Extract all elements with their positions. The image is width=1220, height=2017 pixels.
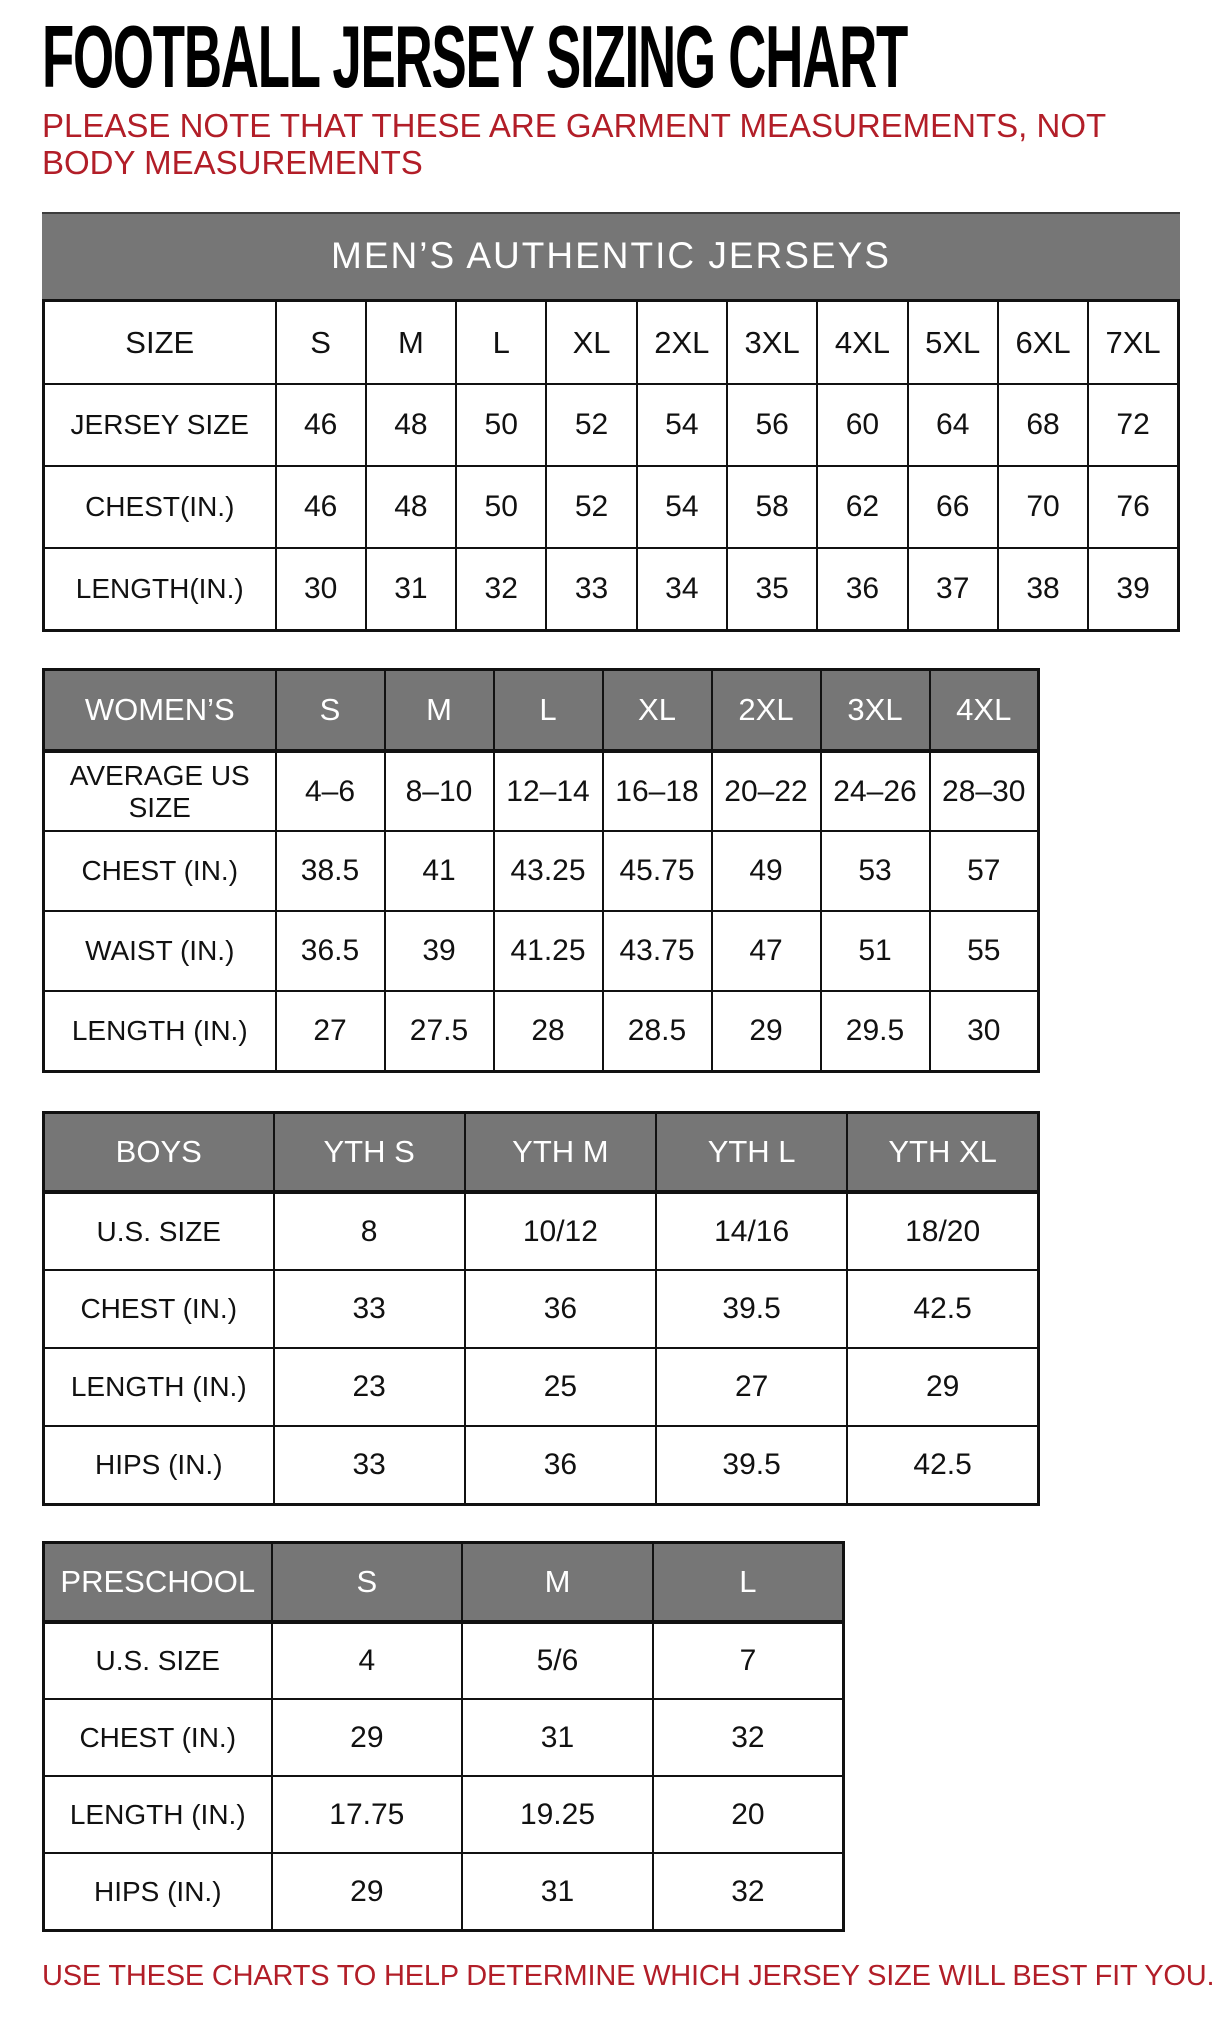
row-label: WAIST (IN.)	[44, 911, 276, 991]
row-label: CHEST(IN.)	[44, 466, 276, 548]
column-header: 2XL	[712, 669, 821, 751]
table-cell: 28	[494, 991, 603, 1071]
table-row	[44, 1270, 1039, 1348]
table-cell: 29	[272, 1853, 463, 1930]
table-cell: 19.25	[462, 1776, 653, 1853]
table-cell: 14/16	[656, 1192, 847, 1270]
table-cell: 17.75	[272, 1776, 463, 1853]
row-label: U.S. SIZE	[44, 1622, 272, 1699]
table-cell: 30	[276, 548, 366, 630]
table-cell: 45.75	[603, 831, 712, 911]
row-label: LENGTH (IN.)	[44, 1348, 274, 1426]
table-cell: 33	[274, 1270, 465, 1348]
table-row	[44, 1426, 1039, 1504]
table-cell: 25	[465, 1348, 656, 1426]
boys-table-section	[42, 1111, 1220, 1506]
table-cell: 68	[998, 384, 1088, 466]
table-cell: 31	[366, 548, 456, 630]
table-cell: 31	[462, 1853, 653, 1930]
table-cell: 38	[998, 548, 1088, 630]
column-header: 2XL	[637, 300, 727, 384]
table-row	[44, 548, 1179, 630]
table-cell: 37	[908, 548, 998, 630]
table-cell: 54	[637, 466, 727, 548]
table-cell: 52	[546, 466, 636, 548]
preschool-header-row	[44, 1542, 844, 1622]
column-header: 4XL	[930, 669, 1039, 751]
table-cell: 12–14	[494, 751, 603, 831]
boys-sizing-table	[42, 1111, 1040, 1506]
table-cell: 27.5	[385, 991, 494, 1071]
table-cell: 51	[821, 911, 930, 991]
column-header: YTH M	[465, 1112, 656, 1192]
table-cell: 49	[712, 831, 821, 911]
column-header: 7XL	[1088, 300, 1178, 384]
table-row	[44, 751, 1039, 831]
table-cell: 60	[817, 384, 907, 466]
table-row	[44, 1348, 1039, 1426]
boys-header-row	[44, 1112, 1039, 1192]
table-cell: 33	[546, 548, 636, 630]
column-header: L	[494, 669, 603, 751]
row-label: LENGTH (IN.)	[44, 991, 276, 1071]
table-cell: 42.5	[847, 1426, 1038, 1504]
row-label: JERSEY SIZE	[44, 384, 276, 466]
column-header: YTH L	[656, 1112, 847, 1192]
column-header: 4XL	[817, 300, 907, 384]
table-cell: 48	[366, 466, 456, 548]
table-cell: 32	[653, 1853, 844, 1930]
column-header: M	[385, 669, 494, 751]
table-cell: 38.5	[276, 831, 385, 911]
column-header: WOMEN’S	[44, 669, 276, 751]
mens-header-row	[44, 300, 1179, 384]
column-header: PRESCHOOL	[44, 1542, 272, 1622]
table-cell: 23	[274, 1348, 465, 1426]
table-cell: 34	[637, 548, 727, 630]
column-header: YTH S	[274, 1112, 465, 1192]
table-cell: 7	[653, 1622, 844, 1699]
mens-table-section	[42, 212, 1220, 632]
table-cell: 4–6	[276, 751, 385, 831]
table-cell: 27	[656, 1348, 847, 1426]
column-header: L	[456, 300, 546, 384]
footer-text: USE THESE CHARTS TO HELP DETERMINE WHICH JERSEY SIZE WILL BEST FIT YOU.	[42, 1959, 1215, 1992]
table-row	[44, 1776, 844, 1853]
table-row	[44, 1622, 844, 1699]
womens-header-row	[44, 669, 1039, 751]
table-cell: 28–30	[930, 751, 1039, 831]
table-cell: 43.25	[494, 831, 603, 911]
page-title: FOOTBALL JERSEY SIZING CHART	[42, 7, 908, 106]
table-cell: 20	[653, 1776, 844, 1853]
table-row	[44, 384, 1179, 466]
row-label: CHEST (IN.)	[44, 1270, 274, 1348]
column-header: L	[653, 1542, 844, 1622]
table-cell: 16–18	[603, 751, 712, 831]
table-cell: 46	[276, 384, 366, 466]
table-cell: 39.5	[656, 1426, 847, 1504]
table-cell: 4	[272, 1622, 463, 1699]
table-cell: 39.5	[656, 1270, 847, 1348]
table-cell: 8–10	[385, 751, 494, 831]
table-cell: 27	[276, 991, 385, 1071]
table-cell: 42.5	[847, 1270, 1038, 1348]
table-row	[44, 831, 1039, 911]
table-cell: 54	[637, 384, 727, 466]
table-cell: 72	[1088, 384, 1178, 466]
row-label: LENGTH(IN.)	[44, 548, 276, 630]
table-cell: 50	[456, 384, 546, 466]
table-cell: 57	[930, 831, 1039, 911]
table-cell: 29.5	[821, 991, 930, 1071]
table-cell: 10/12	[465, 1192, 656, 1270]
table-cell: 32	[456, 548, 546, 630]
table-row	[44, 991, 1039, 1071]
womens-table-section	[42, 668, 1220, 1073]
table-row	[44, 911, 1039, 991]
column-header: 6XL	[998, 300, 1088, 384]
table-cell: 66	[908, 466, 998, 548]
table-cell: 56	[727, 384, 817, 466]
table-cell: 36	[465, 1270, 656, 1348]
table-cell: 52	[546, 384, 636, 466]
column-header: XL	[603, 669, 712, 751]
table-cell: 55	[930, 911, 1039, 991]
table-row	[44, 1192, 1039, 1270]
table-cell: 36.5	[276, 911, 385, 991]
row-label: AVERAGE US SIZE	[44, 751, 276, 831]
mens-banner: MEN’S AUTHENTIC JERSEYS	[42, 212, 1180, 299]
table-cell: 39	[1088, 548, 1178, 630]
table-cell: 5/6	[462, 1622, 653, 1699]
table-cell: 53	[821, 831, 930, 911]
table-cell: 28.5	[603, 991, 712, 1071]
table-cell: 32	[653, 1699, 844, 1776]
column-header: 3XL	[821, 669, 930, 751]
column-header: YTH XL	[847, 1112, 1038, 1192]
table-cell: 50	[456, 466, 546, 548]
column-header: 5XL	[908, 300, 998, 384]
column-header: S	[272, 1542, 463, 1622]
row-label: LENGTH (IN.)	[44, 1776, 272, 1853]
table-cell: 41.25	[494, 911, 603, 991]
table-cell: 76	[1088, 466, 1178, 548]
row-label: CHEST (IN.)	[44, 831, 276, 911]
table-cell: 29	[272, 1699, 463, 1776]
table-cell: 29	[847, 1348, 1038, 1426]
table-cell: 48	[366, 384, 456, 466]
column-header: S	[276, 300, 366, 384]
table-cell: 62	[817, 466, 907, 548]
column-header: SIZE	[44, 300, 276, 384]
preschool-sizing-table	[42, 1541, 845, 1932]
row-label: U.S. SIZE	[44, 1192, 274, 1270]
womens-sizing-table	[42, 668, 1040, 1073]
column-header: XL	[546, 300, 636, 384]
column-header: 3XL	[727, 300, 817, 384]
row-label: HIPS (IN.)	[44, 1426, 274, 1504]
row-label: HIPS (IN.)	[44, 1853, 272, 1930]
table-cell: 31	[462, 1699, 653, 1776]
table-cell: 58	[727, 466, 817, 548]
mens-sizing-table	[42, 299, 1180, 632]
table-cell: 36	[465, 1426, 656, 1504]
table-cell: 30	[930, 991, 1039, 1071]
table-cell: 20–22	[712, 751, 821, 831]
table-cell: 39	[385, 911, 494, 991]
table-cell: 24–26	[821, 751, 930, 831]
table-cell: 8	[274, 1192, 465, 1270]
table-row	[44, 1699, 844, 1776]
column-header: S	[276, 669, 385, 751]
table-cell: 35	[727, 548, 817, 630]
table-row	[44, 1853, 844, 1930]
garment-measurement-note: PLEASE NOTE THAT THESE ARE GARMENT MEASUREMENTS, NOT BODY MEASUREMENTS	[42, 107, 1106, 181]
table-cell: 29	[712, 991, 821, 1071]
column-header: M	[366, 300, 456, 384]
table-cell: 36	[817, 548, 907, 630]
table-cell: 33	[274, 1426, 465, 1504]
column-header: BOYS	[44, 1112, 274, 1192]
preschool-table-section	[42, 1541, 1220, 1932]
table-cell: 70	[998, 466, 1088, 548]
table-row	[44, 466, 1179, 548]
table-cell: 64	[908, 384, 998, 466]
column-header: M	[462, 1542, 653, 1622]
table-cell: 47	[712, 911, 821, 991]
table-cell: 18/20	[847, 1192, 1038, 1270]
table-cell: 46	[276, 466, 366, 548]
table-cell: 43.75	[603, 911, 712, 991]
row-label: CHEST (IN.)	[44, 1699, 272, 1776]
table-cell: 41	[385, 831, 494, 911]
